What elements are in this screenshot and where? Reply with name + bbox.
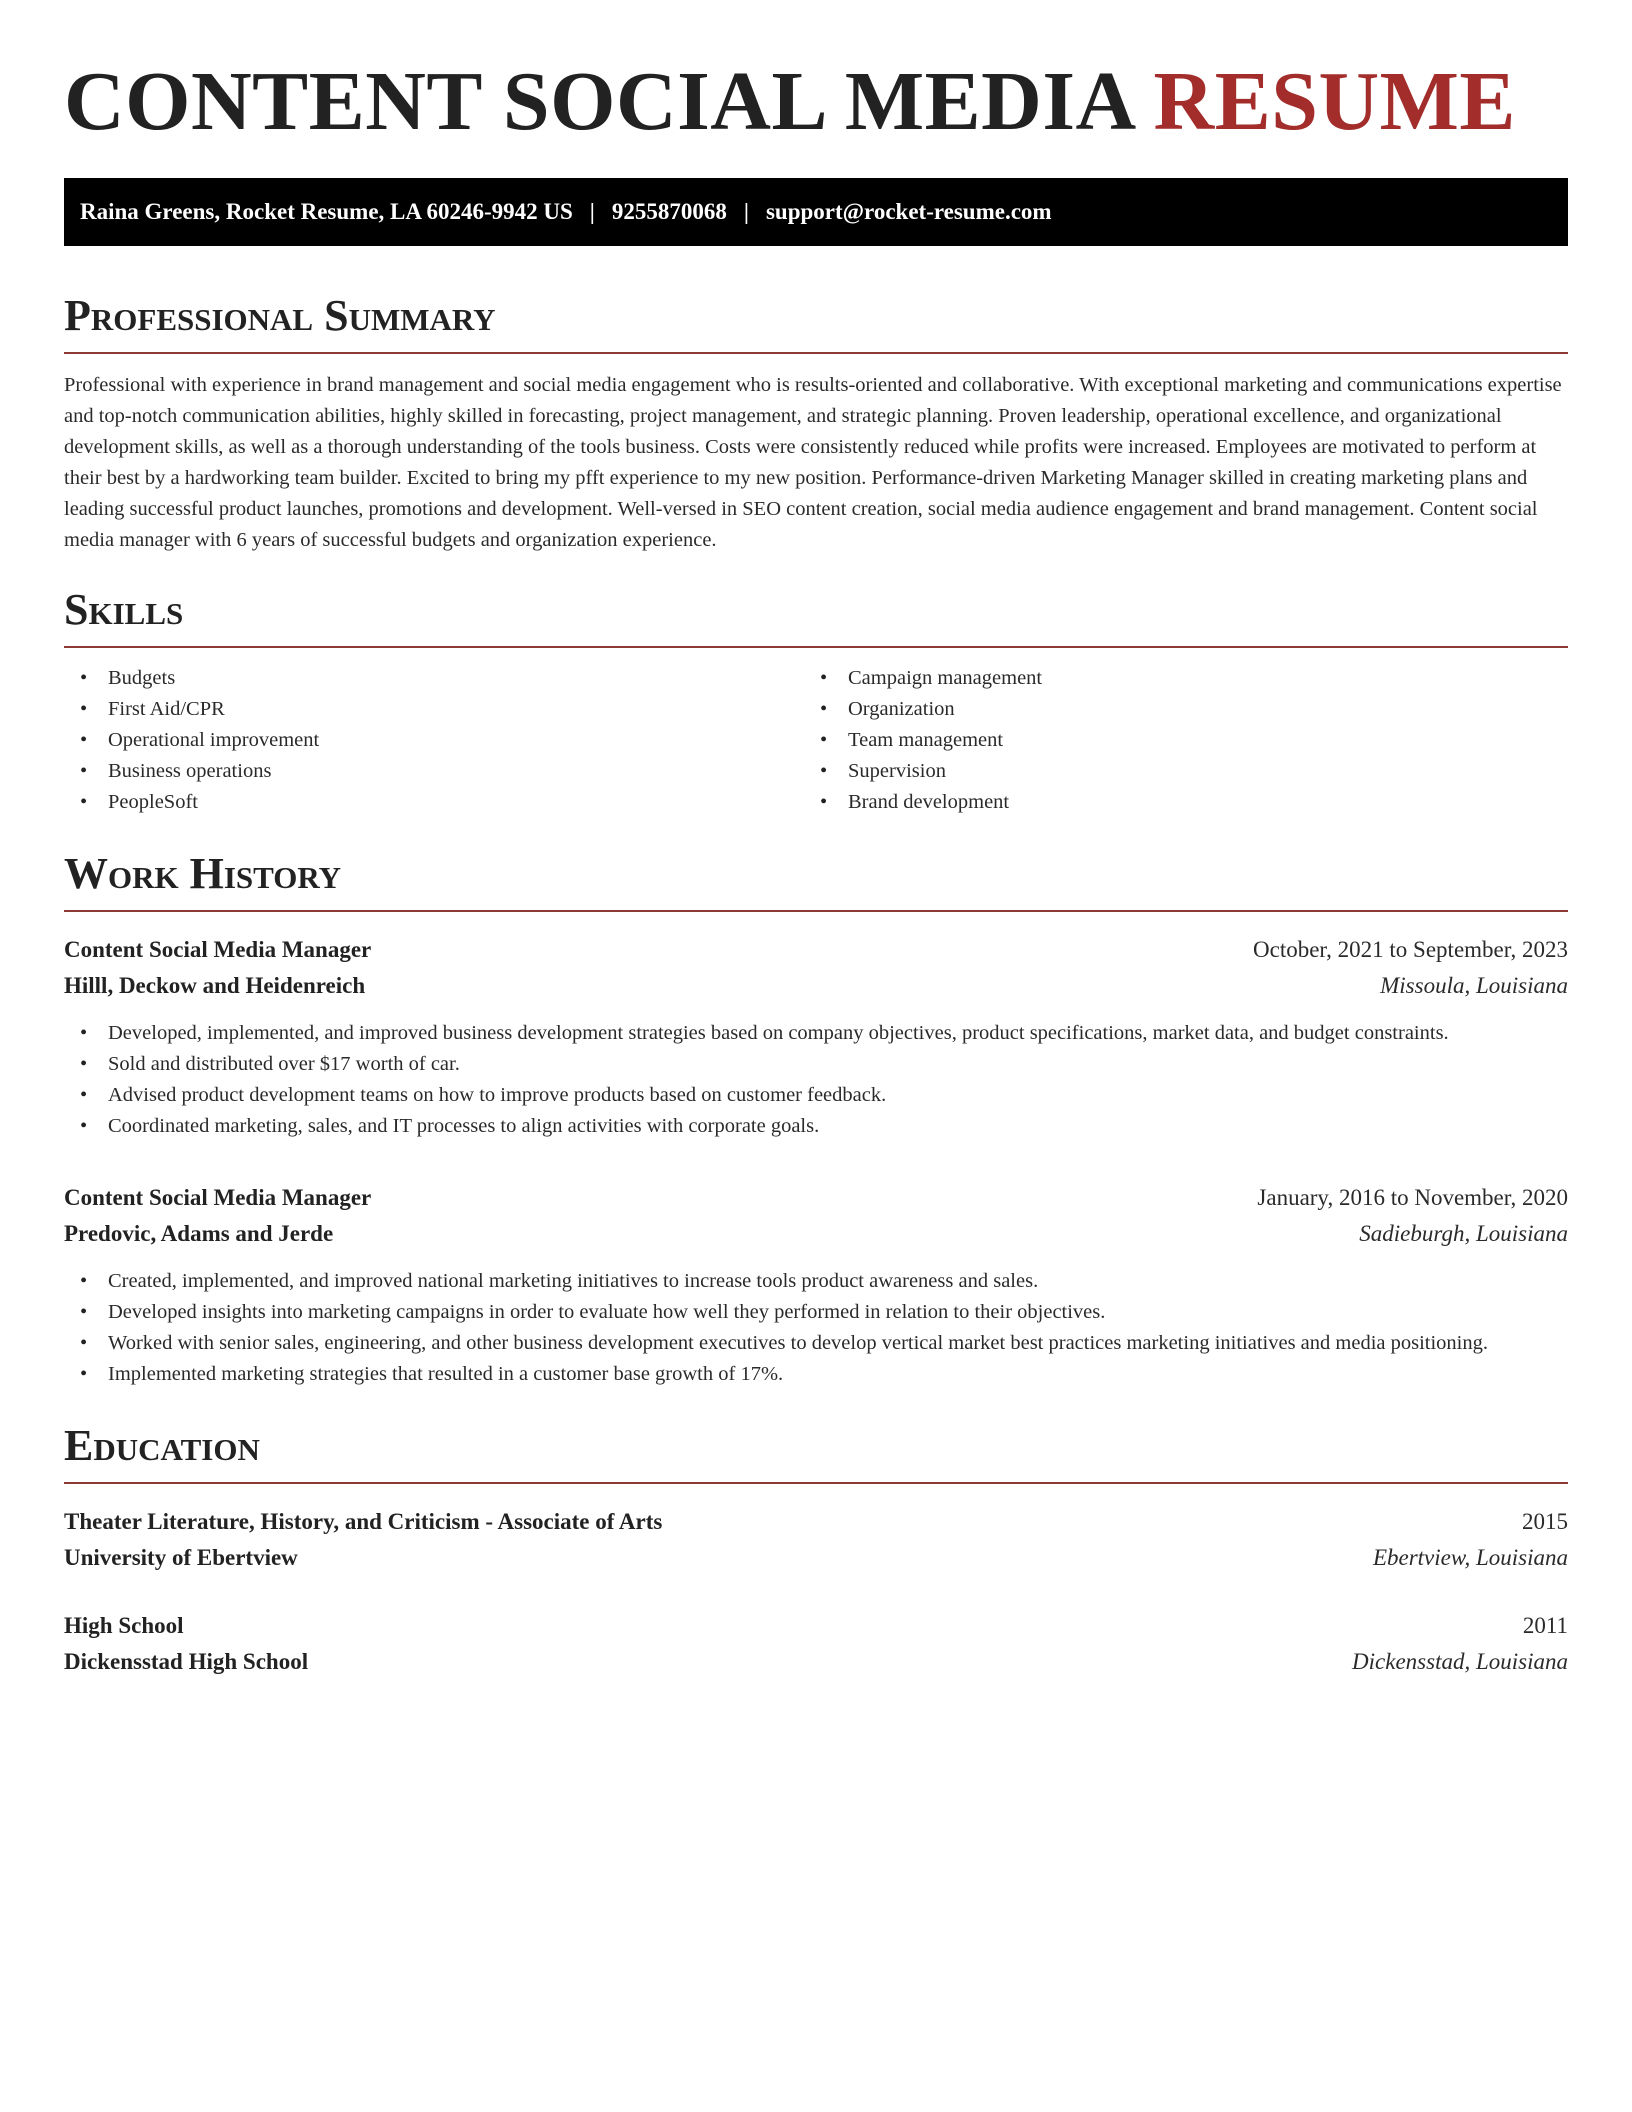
summary-heading: Professional Summary xyxy=(64,291,496,340)
contact-email: support@rocket-resume.com xyxy=(765,199,1052,224)
summary-section xyxy=(64,290,1568,556)
education-heading: Education xyxy=(64,1421,260,1470)
job-bullets xyxy=(64,1018,1568,1142)
skills-heading: Skills xyxy=(64,585,184,634)
skill-item: • Campaign management xyxy=(804,663,1544,694)
skill-item: • Operational improvement xyxy=(64,725,804,756)
skills-column-right xyxy=(804,663,1544,818)
job-bullet: • Developed, implemented, and improved business development strategies based on company objectives, product specifications, market data, and budget constraints. xyxy=(64,1018,1568,1049)
contact-separator: | xyxy=(589,199,595,224)
contact-address: Raina Greens, Rocket Resume, LA 60246-9942 US xyxy=(80,199,573,224)
education-degree: Theater Literature, History, and Criticism - Associate of Arts xyxy=(64,1509,663,1534)
job-bullet: • Implemented marketing strategies that resulted in a customer base growth of 17%. xyxy=(64,1359,1568,1390)
title-accent: RESUME xyxy=(1153,55,1516,148)
skill-item: • Supervision xyxy=(804,756,1544,787)
section-divider xyxy=(64,910,1568,912)
summary-text: Professional with experience in brand management and social media engagement who is results-oriented and collaborative. With exceptional marketing and communications expertise and top-notch communication abilities, highly skilled in forecasting, project management, and strategic planning. Proven leadership, operational excellence, and organizational development skills, as well as a thorough understanding of the tools business. Costs were consistently reduced while profits were increased. Employees are motivated to perform at their best by a hardworking team builder. Excited to bring my pfft experience to my new position. Performance-driven Marketing Manager skilled in creating marketing plans and leading successful product launches, promotions and development. Well-versed in SEO content creation, social media audience engagement and brand management. Content social media manager with 6 years of successful budgets and organization experience. xyxy=(64,374,1562,551)
job-location: Missoula, Louisiana xyxy=(1380,973,1568,998)
job-bullet: • Worked with senior sales, engineering, and other business development executives to develop vertical market best practices marketing initiatives and media positioning. xyxy=(64,1328,1568,1359)
skills-grid xyxy=(64,663,1568,818)
job-company: Hilll, Deckow and Heidenreich xyxy=(64,973,366,998)
job-bullet: • Advised product development teams on how to improve products based on customer feedback. xyxy=(64,1080,1568,1111)
section-divider xyxy=(64,352,1568,354)
work-history-heading: Work History xyxy=(64,849,342,898)
skill-item: • Business operations xyxy=(64,756,804,787)
education-year: 2015 xyxy=(1522,1509,1568,1534)
job-title: Content Social Media Manager xyxy=(64,937,372,962)
title-main: CONTENT SOCIAL MEDIA xyxy=(64,55,1133,148)
job-bullet: • Created, implemented, and improved national marketing initiatives to increase tools product awareness and sales. xyxy=(64,1266,1568,1297)
job-title: Content Social Media Manager xyxy=(64,1185,372,1210)
skill-item: • Organization xyxy=(804,694,1544,725)
education-school: University of Ebertview xyxy=(64,1545,298,1570)
skills-section xyxy=(64,584,1568,818)
section-divider xyxy=(64,1482,1568,1484)
job-dates: October, 2021 to September, 2023 xyxy=(1253,937,1568,962)
skill-item: • Brand development xyxy=(804,787,1544,818)
education-entry xyxy=(64,1608,1568,1680)
education-degree: High School xyxy=(64,1613,184,1638)
education-entry xyxy=(64,1504,1568,1576)
job-bullet: • Developed insights into marketing campaigns in order to evaluate how well they performed in relation to their objectives. xyxy=(64,1297,1568,1328)
education-year: 2011 xyxy=(1522,1613,1568,1638)
job-bullets xyxy=(64,1266,1568,1390)
skill-item: • Budgets xyxy=(64,663,804,694)
skill-item: • First Aid/CPR xyxy=(64,694,804,725)
education-location: Dickensstad, Louisiana xyxy=(1352,1649,1568,1674)
education-section xyxy=(64,1420,1568,1680)
job-bullet: • Sold and distributed over $17 worth of car. xyxy=(64,1049,1568,1080)
job-entry xyxy=(64,932,1568,1142)
resume-title xyxy=(64,0,1568,152)
contact-bar xyxy=(64,178,1568,246)
job-location: Sadieburgh, Louisiana xyxy=(1359,1221,1568,1246)
job-entry xyxy=(64,1180,1568,1390)
education-school: Dickensstad High School xyxy=(64,1649,309,1674)
job-bullet: • Coordinated marketing, sales, and IT processes to align activities with corporate goals. xyxy=(64,1111,1568,1142)
contact-separator: | xyxy=(743,199,749,224)
education-location: Ebertview, Louisiana xyxy=(1372,1545,1568,1570)
section-divider xyxy=(64,646,1568,648)
skills-column-left xyxy=(64,663,804,818)
work-history-section xyxy=(64,848,1568,1390)
skill-item: • Team management xyxy=(804,725,1544,756)
skill-item: • PeopleSoft xyxy=(64,787,804,818)
job-company: Predovic, Adams and Jerde xyxy=(64,1221,334,1246)
job-dates: January, 2016 to November, 2020 xyxy=(1257,1185,1568,1210)
contact-phone: 9255870068 xyxy=(611,199,727,224)
